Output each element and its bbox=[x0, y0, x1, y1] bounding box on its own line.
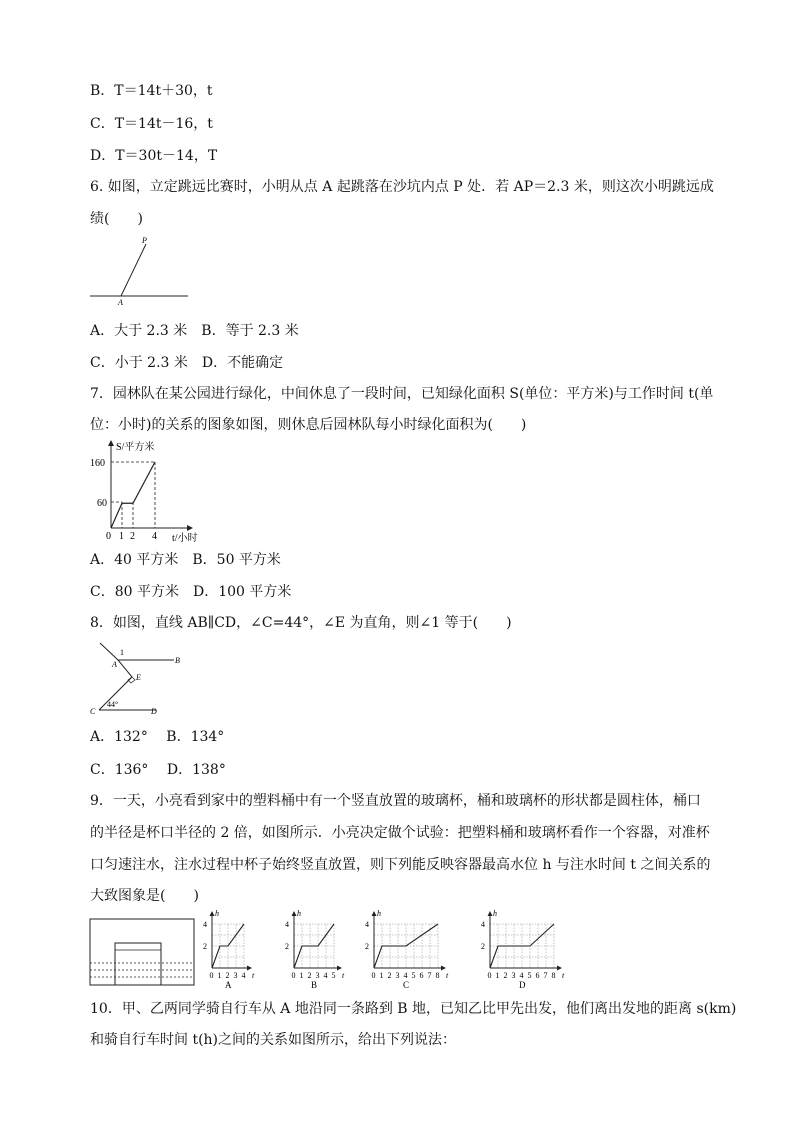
y-axis-arrow bbox=[292, 911, 297, 916]
x-tick-2: 2 bbox=[130, 531, 135, 542]
q8-options-cd: C．136° D．138° bbox=[90, 762, 226, 778]
axis-label-h: h bbox=[215, 909, 219, 918]
q9-stem-line3: 口匀速注水，注水过程中杯子始终竖直放置，则下列能反映容器最高水位 h 与注水时间 t 之间关系的 bbox=[90, 857, 711, 873]
y-tick-label: 2 bbox=[203, 942, 207, 951]
x-axis-arrow bbox=[441, 966, 446, 971]
x-tick-label: 8 bbox=[551, 971, 556, 980]
x-tick-label: 3 bbox=[395, 971, 400, 980]
y-tick-label: 4 bbox=[365, 920, 369, 929]
y-tick-160: 160 bbox=[90, 458, 105, 469]
label-44-degrees: 44° bbox=[107, 700, 119, 709]
segment-ae bbox=[118, 660, 132, 677]
x-tick-label: 5 bbox=[331, 971, 336, 980]
x-tick-label: 0 bbox=[371, 971, 376, 980]
x-tick-label: 0 bbox=[487, 971, 492, 980]
q7-stem-line2: 位：小时)的关系的图象如图，则休息后园林队每小时绿化面积为( ) bbox=[90, 417, 527, 433]
x-axis-arrow bbox=[557, 966, 562, 971]
x-tick-label: 7 bbox=[427, 971, 432, 980]
label-e: E bbox=[136, 673, 141, 682]
x-tick-label: 2 bbox=[387, 971, 392, 980]
x-axis-arrow bbox=[337, 966, 342, 971]
y-axis-arrow bbox=[372, 911, 377, 916]
q9-stem-line2: 的半径是杯口半径的 2 倍，如图所示．小亮决定做个试验：把塑料桶和玻璃杯看作一个容器，对准杯 bbox=[90, 825, 710, 841]
q6-options-ab: A．大于 2.3 米 B．等于 2.3 米 bbox=[90, 323, 299, 339]
x-tick-label: 6 bbox=[419, 971, 424, 980]
x-tick-label: 3 bbox=[315, 971, 320, 980]
q9-stem-line1: 9．一天，小亮看到家中的塑料桶中有一个竖直放置的玻璃杯，桶和玻璃杯的形状都是圆柱体，桶口 bbox=[90, 793, 701, 809]
y-tick-label: 4 bbox=[481, 920, 485, 929]
label-c: C bbox=[90, 707, 96, 716]
x-tick-label: 2 bbox=[503, 971, 508, 980]
x-tick-label: 5 bbox=[527, 971, 532, 980]
y-tick-label: 2 bbox=[365, 942, 369, 951]
y-axis-label: S/平方米 bbox=[116, 442, 155, 453]
q9-graph-c bbox=[362, 908, 474, 990]
axis-label-t: t bbox=[446, 971, 449, 980]
q8-stem: 8．如图，直线 AB∥CD，∠C=44°，∠E 为直角，则∠1 等于( ) bbox=[90, 615, 512, 631]
segment-ap bbox=[121, 244, 146, 296]
q8-figure bbox=[86, 640, 186, 718]
axis-label-h: h bbox=[377, 909, 381, 918]
x-tick-label: 7 bbox=[543, 971, 548, 980]
q7-figure bbox=[88, 435, 208, 545]
axis-label-t: t bbox=[562, 971, 565, 980]
label-p: P bbox=[142, 236, 147, 245]
q7-options-cd: C．80 平方米 D．100 平方米 bbox=[90, 584, 292, 600]
glass bbox=[115, 943, 161, 985]
q5-option-d: D．T＝30t－14，T bbox=[90, 148, 218, 164]
q9-container-figure bbox=[88, 917, 198, 989]
x-tick-label: 2 bbox=[307, 971, 312, 980]
q9-stem-line4: 大致图象是( ) bbox=[90, 888, 199, 904]
x-tick-label: 4 bbox=[241, 971, 246, 980]
transversal-top bbox=[100, 643, 118, 660]
label-a: A bbox=[118, 298, 123, 306]
x-tick-1: 1 bbox=[119, 531, 124, 542]
q6-stem-line1: 6. 如图，立定跳远比赛时，小明从点 A 起跳落在沙坑内点 P 处．若 AP＝2.3 米，则这次小明跳远成 bbox=[90, 179, 714, 195]
label-b: B bbox=[175, 656, 180, 665]
q8-options-ab: A．132° B．134° bbox=[90, 729, 225, 745]
x-tick-label: 1 bbox=[217, 971, 222, 980]
x-tick-label: 5 bbox=[411, 971, 416, 980]
q9-graph-d bbox=[478, 908, 590, 990]
x-tick-label: 1 bbox=[495, 971, 500, 980]
q6-options-cd: C．小于 2.3 米 D．不能确定 bbox=[90, 355, 284, 371]
axis-label-h: h bbox=[297, 909, 301, 918]
x-tick-label: 3 bbox=[233, 971, 238, 980]
x-tick-label: 1 bbox=[299, 971, 304, 980]
graph-caption: D bbox=[519, 980, 526, 990]
q9-graph-b bbox=[282, 908, 360, 990]
graph-caption: A bbox=[225, 980, 232, 990]
y-tick-60: 60 bbox=[97, 498, 107, 509]
graph-caption: C bbox=[403, 980, 410, 990]
q10-stem-line2: 和骑自行车时间 t(h)之间的关系如图所示，给出下列说法： bbox=[90, 1032, 457, 1048]
q10-stem-line1: 10．甲、乙两同学骑自行车从 A 地沿同一条路到 B 地，已知乙比甲先出发，他们离出发地的距离 s(km) bbox=[90, 1001, 737, 1017]
x-tick-label: 0 bbox=[209, 971, 214, 980]
x-tick-label: 4 bbox=[519, 971, 524, 980]
x-tick-label: 6 bbox=[535, 971, 540, 980]
axis-label-t: t bbox=[342, 971, 345, 980]
x-tick-label: 8 bbox=[435, 971, 440, 980]
x-tick-4: 4 bbox=[152, 531, 157, 542]
x-tick-label: 4 bbox=[323, 971, 328, 980]
bucket bbox=[90, 919, 194, 985]
axis-label-h: h bbox=[493, 909, 497, 918]
y-tick-label: 4 bbox=[203, 920, 207, 929]
x-axis-arrow bbox=[247, 966, 252, 971]
x-tick-label: 1 bbox=[379, 971, 384, 980]
x-axis-label: t/小时 bbox=[172, 533, 198, 544]
x-tick-label: 3 bbox=[511, 971, 516, 980]
x-tick-label: 2 bbox=[225, 971, 230, 980]
y-tick-label: 2 bbox=[481, 942, 485, 951]
q6-figure bbox=[88, 232, 192, 306]
axis-label-t: t bbox=[252, 971, 255, 980]
label-angle-1: 1 bbox=[120, 648, 124, 657]
x-tick-0: 0 bbox=[106, 531, 111, 542]
q7-options-ab: A．40 平方米 B．50 平方米 bbox=[90, 552, 281, 568]
x-tick-label: 0 bbox=[291, 971, 296, 980]
q5-option-b: B．T＝14t＋30，t bbox=[90, 83, 213, 99]
q7-stem-line1: 7．园林队在某公园进行绿化，中间休息了一段时间，已知绿化面积 S(单位：平方米)与工作时间 t(单 bbox=[90, 386, 714, 402]
y-axis-arrow bbox=[210, 911, 215, 916]
y-tick-label: 2 bbox=[285, 942, 289, 951]
y-axis-arrow bbox=[488, 911, 493, 916]
label-a: A bbox=[112, 660, 117, 669]
y-tick-label: 4 bbox=[285, 920, 289, 929]
graph-caption: B bbox=[311, 980, 318, 990]
q5-option-c: C．T＝14t－16，t bbox=[90, 116, 213, 132]
label-d: D bbox=[151, 707, 157, 716]
q6-stem-line2: 绩( ) bbox=[90, 211, 143, 227]
q9-graph-a bbox=[200, 908, 272, 990]
x-tick-label: 4 bbox=[403, 971, 408, 980]
